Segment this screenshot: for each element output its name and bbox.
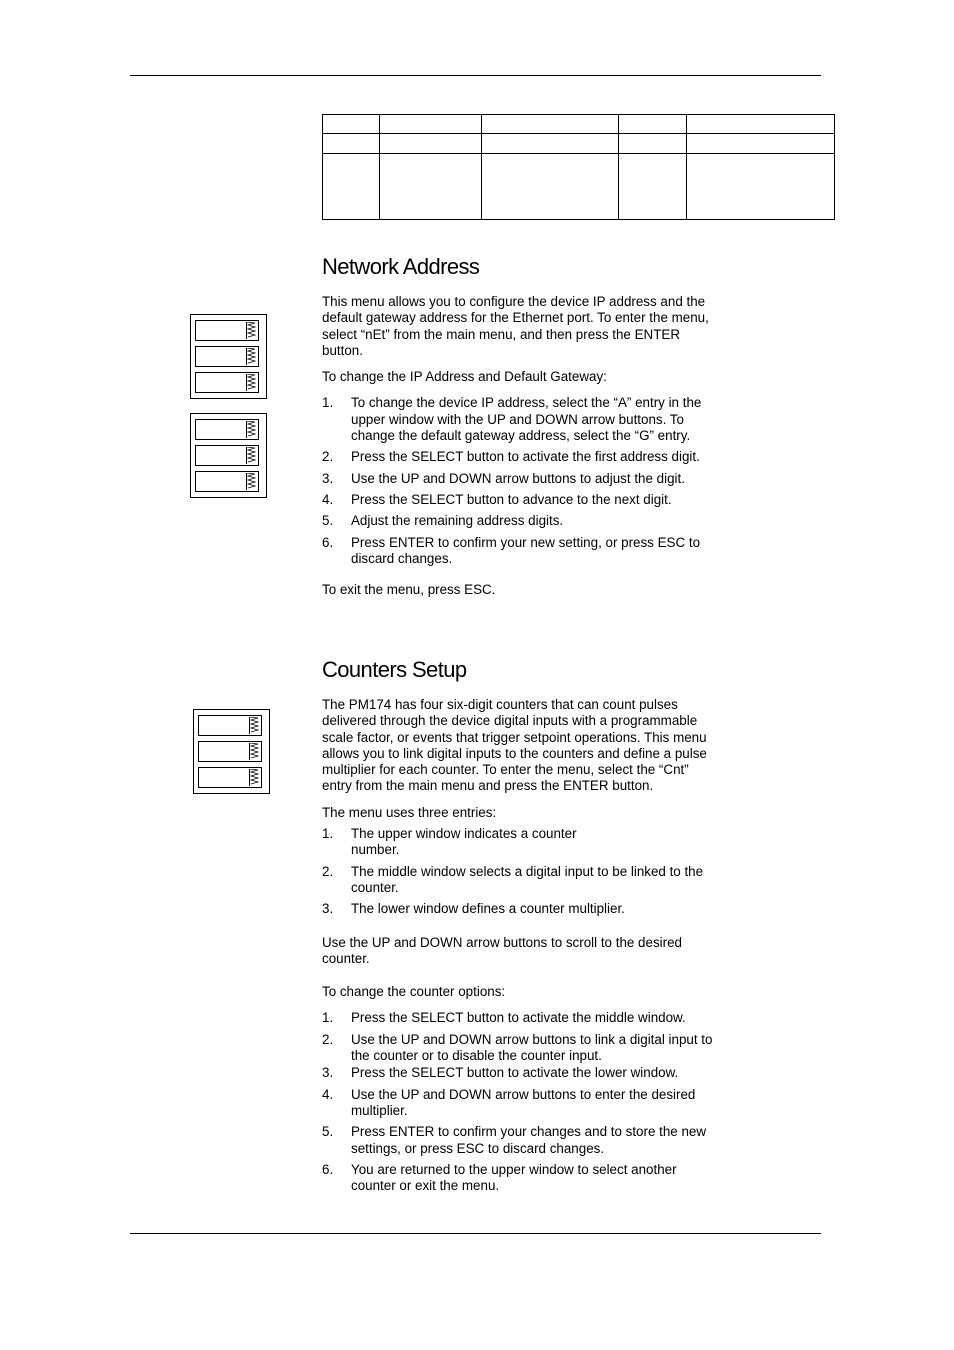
lcd-window-lower <box>195 372 259 393</box>
lcd-window-upper <box>195 419 259 440</box>
list-item <box>322 395 722 444</box>
table-row <box>323 153 835 219</box>
counters-entries-lead: The menu uses three entries: <box>322 804 497 820</box>
item-number: 2. <box>322 863 334 879</box>
list-item <box>322 1087 722 1120</box>
list-item <box>322 471 722 487</box>
item-text: Press ENTER to confirm your changes and to store the new settings, or press ESC to discard changes. <box>351 1124 707 1156</box>
list-item <box>322 901 722 917</box>
item-text: Press the SELECT button to activate the middle window. <box>351 1010 686 1026</box>
item-number: 5. <box>322 513 334 529</box>
item-number: 2. <box>322 449 334 465</box>
counters-intro: The PM174 has four six-digit counters that can count pulses delivered through the device digital inputs with a programmable scale factor, or events that trigger setpoint operations. This menu allows you to link digital inputs to the counters and define a pulse multiplier for each counter. To enter the menu, select the “Cnt” entry from the main menu and press the ENTER button. <box>322 697 707 794</box>
item-number: 2. <box>322 1031 334 1047</box>
parameter-table <box>322 114 835 220</box>
list-item <box>322 1032 722 1065</box>
item-text: Press the SELECT button to activate the lower window. <box>351 1065 679 1081</box>
item-number: 1. <box>322 826 334 842</box>
item-text: Use the UP and DOWN arrow buttons to enter the desired multiplier. <box>351 1086 696 1118</box>
item-text: The lower window defines a counter multiplier. <box>351 901 625 917</box>
lcd-window-upper <box>198 715 262 736</box>
item-number: 3. <box>322 470 334 486</box>
list-item <box>322 513 722 529</box>
zigzag-icon <box>246 348 256 365</box>
item-number: 3. <box>322 901 334 917</box>
counters-scroll: Use the UP and DOWN arrow buttons to scroll to the desired counter. <box>322 934 682 966</box>
item-number: 6. <box>322 534 334 550</box>
list-item <box>322 864 722 897</box>
lcd-window-middle <box>198 741 262 762</box>
counters-body <box>322 697 722 1194</box>
footer-rule <box>130 1233 821 1234</box>
item-text: Adjust the remaining address digits. <box>351 513 564 529</box>
network-heading: Network Address <box>322 254 480 279</box>
lcd-window-lower <box>198 767 262 788</box>
lcd-window-lower <box>195 471 259 492</box>
network-exit: To exit the menu, press ESC. <box>322 582 496 598</box>
item-number: 6. <box>322 1161 334 1177</box>
zigzag-icon <box>249 769 259 786</box>
item-text: Use the UP and DOWN arrow buttons to link a digital input to the counter or to disable the counter input. <box>351 1031 713 1064</box>
list-item <box>322 1010 722 1026</box>
item-text: Press the SELECT button to advance to the next digit. <box>351 491 672 507</box>
lcd-window-middle <box>195 445 259 466</box>
zigzag-icon <box>246 322 256 339</box>
item-number: 4. <box>322 491 334 507</box>
item-text: To change the device IP address, select the “A” entry in the upper window with the UP and DOWN arrow buttons. To change the default gateway address, select the “G” entry. <box>351 395 702 444</box>
item-text: The middle window selects a digital input to be linked to the counter. <box>351 863 704 895</box>
lcd-display-counters <box>193 709 270 794</box>
network-body <box>322 294 722 598</box>
item-number: 4. <box>322 1086 334 1102</box>
item-text: Press ENTER to confirm your new setting, or press ESC to discard changes. <box>351 534 701 566</box>
list-item <box>322 826 601 859</box>
network-intro: This menu allows you to configure the device IP address and the default gateway address for the Ethernet port. To enter the menu, select “nEt” from the main menu, and then press the ENTER button. <box>322 294 709 358</box>
item-number: 1. <box>322 395 334 411</box>
lcd-display-ip <box>190 314 267 399</box>
item-number: 3. <box>322 1065 334 1081</box>
item-text: Use the UP and DOWN arrow buttons to adjust the digit. <box>351 470 685 486</box>
counters-options <box>322 1010 722 1194</box>
zigzag-icon <box>246 447 256 464</box>
counters-options-lead: To change the counter options: <box>322 984 506 1000</box>
item-text: Press the SELECT button to activate the first address digit. <box>351 449 700 465</box>
item-number: 1. <box>322 1010 334 1026</box>
lcd-display-gateway <box>190 413 267 498</box>
list-item <box>322 1124 722 1157</box>
list-item <box>322 1162 722 1195</box>
network-steps <box>322 395 722 567</box>
header-rule <box>130 75 821 76</box>
counters-entries <box>322 826 722 917</box>
item-text: You are returned to the upper window to select another counter or exit the menu. <box>351 1161 677 1194</box>
lcd-window-upper <box>195 320 259 341</box>
item-text: The upper window indicates a counter number. <box>351 826 577 858</box>
table-row <box>323 115 835 134</box>
zigzag-icon <box>249 717 259 734</box>
list-item <box>322 535 722 568</box>
zigzag-icon <box>246 421 256 438</box>
zigzag-icon <box>249 743 259 760</box>
counters-heading: Counters Setup <box>322 657 467 682</box>
list-item <box>322 449 722 465</box>
item-number: 5. <box>322 1124 334 1140</box>
list-item <box>322 1065 722 1081</box>
lcd-window-middle <box>195 346 259 367</box>
zigzag-icon <box>246 473 256 490</box>
zigzag-icon <box>246 374 256 391</box>
table-row <box>323 134 835 153</box>
network-lead: To change the IP Address and Default Gateway: <box>322 369 607 385</box>
list-item <box>322 492 722 508</box>
